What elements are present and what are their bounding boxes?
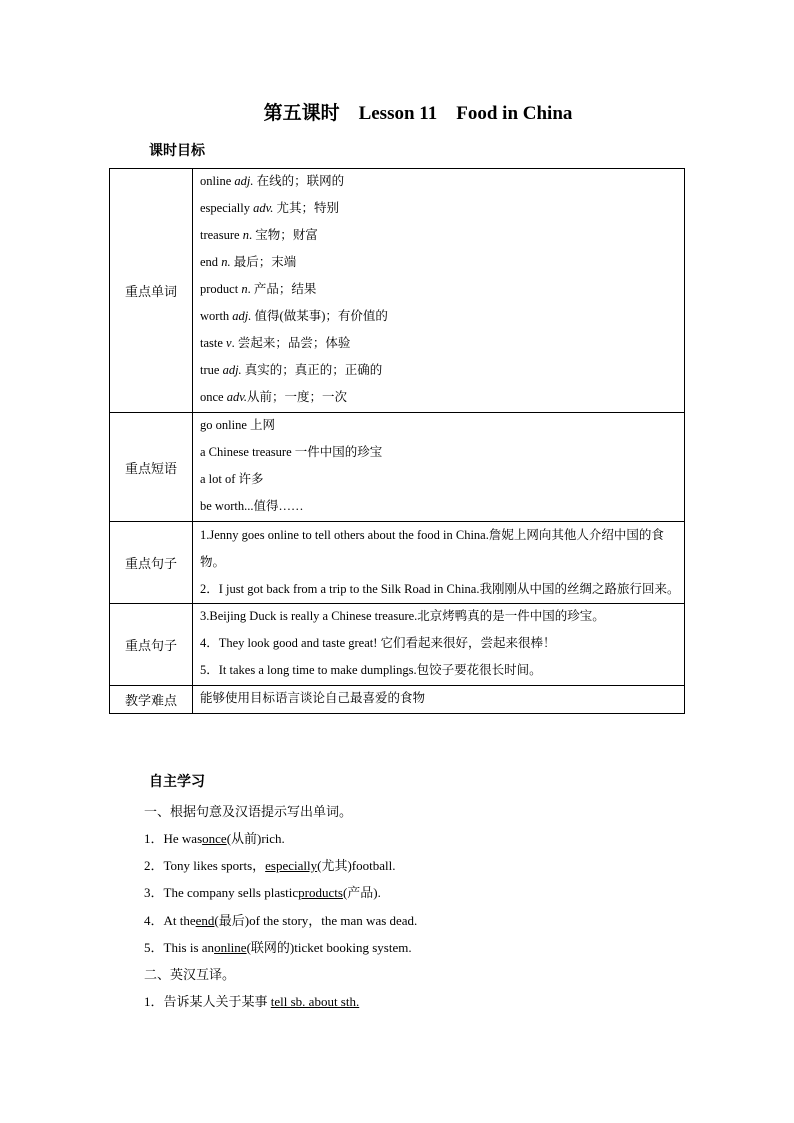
difficulty-text: 能够使用目标语言谈论自己最喜爱的食物 bbox=[200, 691, 426, 705]
answer-blank: especially bbox=[265, 858, 318, 873]
word-item: true adj. 真实的；真正的；正确的 bbox=[200, 363, 383, 377]
word-item: end n. 最后；末端 bbox=[200, 255, 297, 269]
lesson-objectives-table bbox=[109, 168, 685, 714]
sentence-item: 4．They look good and taste great! 它们看起来很好，尝起来很棒！ bbox=[200, 636, 556, 650]
exercise-item: 4．At theend(最后)of the story，the man was dead. bbox=[144, 913, 418, 928]
words-cell bbox=[193, 169, 685, 413]
table-row-words bbox=[110, 169, 685, 413]
difficulty-cell bbox=[193, 686, 685, 714]
exercise-1-instruction: 一、根据句意及汉语提示写出单词。 bbox=[144, 804, 353, 819]
sentence-item: 3.Beijing Duck is really a Chinese treasure.北京烤鸭真的是一件中国的珍宝。 bbox=[200, 609, 605, 623]
exercise-item: 2．Tony likes sports，especially(尤其)football. bbox=[144, 858, 396, 873]
category-cell: 重点句子 bbox=[110, 604, 193, 686]
objectives-heading: 课时目标 bbox=[149, 144, 205, 159]
exercise-item: 1．告诉某人关于某事 tell sb. about sth. bbox=[144, 994, 360, 1009]
answer-blank: tell sb. about sth. bbox=[270, 994, 360, 1009]
exercise-item: 1．He wasonce(从前)rich. bbox=[144, 831, 285, 846]
table-row-phrases bbox=[110, 413, 685, 522]
category-cell: 重点句子 bbox=[110, 522, 193, 604]
word-item: product n. 产品；结果 bbox=[200, 282, 317, 296]
phrase-item: be worth...值得…… bbox=[200, 499, 304, 513]
word-item: online adj. 在线的；联网的 bbox=[200, 174, 345, 188]
answer-blank: end bbox=[195, 913, 215, 928]
answer-blank: once bbox=[202, 831, 227, 846]
phrases-cell bbox=[193, 413, 685, 522]
table-row-sentences-2 bbox=[110, 604, 685, 686]
table-row-sentences-1 bbox=[110, 522, 685, 604]
table-row-difficulty bbox=[110, 686, 685, 714]
answer-blank: online bbox=[214, 940, 247, 955]
sentences-cell bbox=[193, 604, 685, 686]
exercise-2-instruction: 二、英汉互译。 bbox=[144, 967, 236, 982]
self-study-heading: 自主学习 bbox=[149, 775, 205, 790]
phrase-item: a Chinese treasure 一件中国的珍宝 bbox=[200, 445, 383, 459]
exercise-item: 3．The company sells plasticproducts(产品). bbox=[144, 885, 381, 900]
sentence-item: 2．I just got back from a trip to the Silk Road in China.我刚刚从中国的丝绸之路旅行回来。 bbox=[200, 582, 680, 596]
sentence-item: 1.Jenny goes online to tell others about the food in China.詹妮上网向其他人介绍中国的食物。 bbox=[200, 528, 664, 569]
phrase-item: a lot of 许多 bbox=[200, 472, 264, 486]
category-cell: 教学难点 bbox=[110, 686, 193, 714]
word-item: especially adv. 尤其；特别 bbox=[200, 201, 339, 215]
word-item: treasure n. 宝物；财富 bbox=[200, 228, 318, 242]
page-title: 第五课时 Lesson 11 Food in China bbox=[263, 103, 573, 124]
exercise-item: 5．This is anonline(联网的)ticket booking system. bbox=[144, 940, 412, 955]
sentences-cell bbox=[193, 522, 685, 604]
word-item: worth adj. 值得(做某事)；有价值的 bbox=[200, 309, 388, 323]
word-item: once adv.从前；一度；一次 bbox=[200, 390, 347, 404]
sentence-item: 5．It takes a long time to make dumplings.包饺子要花很长时间。 bbox=[200, 663, 542, 677]
answer-blank: products bbox=[298, 885, 343, 900]
word-item: taste v. 尝起来；品尝；体验 bbox=[200, 336, 351, 350]
category-cell: 重点短语 bbox=[110, 413, 193, 522]
category-cell: 重点单词 bbox=[110, 169, 193, 413]
phrase-item: go online 上网 bbox=[200, 418, 275, 432]
